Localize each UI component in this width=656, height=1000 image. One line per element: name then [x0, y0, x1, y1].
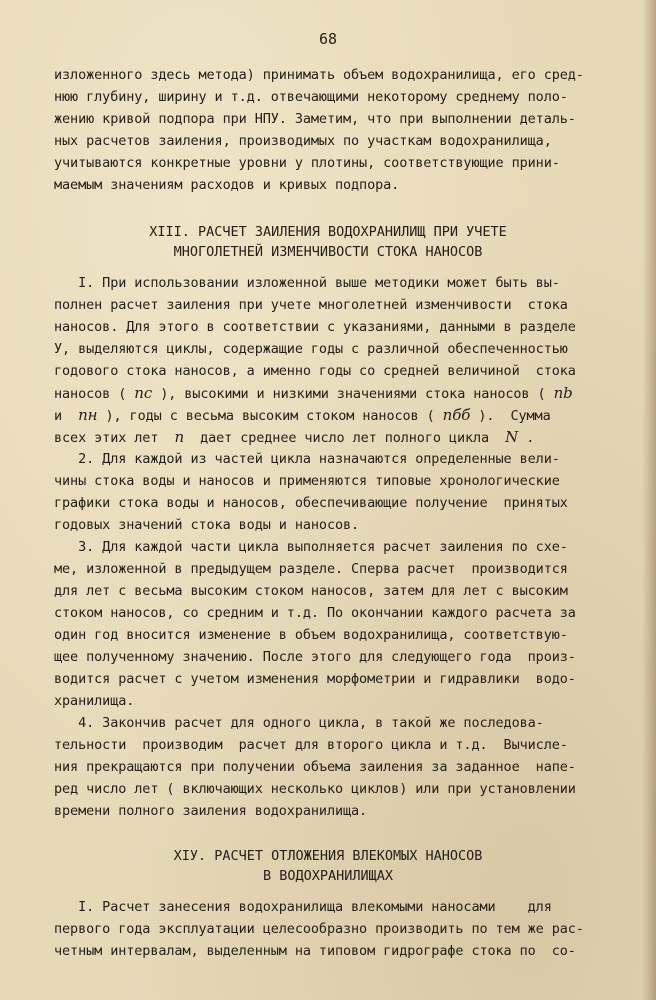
heading-line: XIУ. РАСЧЕТ ОТЛОЖЕНИЯ ВЛЕКОМЫХ НАНОСОВ: [173, 848, 483, 864]
text-line: ред число лет ( включающих несколько циклов) или при установлении: [54, 781, 576, 797]
text-line: У, выделяются циклы, содержащие годы с различной обеспеченностью: [54, 341, 568, 357]
text-line: ме, изложенной в предыдущем разделе. Сперва расчет производится: [54, 561, 568, 577]
text-line: маемым значениям расходов и кривых подпора.: [54, 177, 400, 193]
text-segment: наносов (: [54, 386, 127, 402]
handwritten-symbol-nn: nн: [78, 406, 98, 424]
text-segment: и: [54, 408, 63, 424]
text-line: 3. Для каждой части цикла выполняется расчет заиления по схе-: [54, 539, 568, 555]
text-line: годовых значений стока воды и наносов.: [54, 517, 360, 533]
text-line: нюю глубину, ширину и т.д. отвечающими некоторому среднему поло-: [54, 89, 568, 105]
text-line: времени полного заиления водохранилища.: [54, 803, 368, 819]
text-line: один год вносится изменение в объем водохранилища, соответствую-: [54, 627, 568, 643]
heading-line: МНОГОЛЕТНЕЙ ИЗМЕНЧИВОСТИ СТОКА НАНОСОВ: [173, 244, 483, 260]
text-line: ния прекращаются при получении объема заиления за заданное напе-: [54, 759, 576, 775]
text-line-with-symbols: [54, 382, 642, 404]
heading-line: XIII. РАСЧЕТ ЗАИЛЕНИЯ ВОДОХРАНИЛИЩ ПРИ УЧЕТЕ: [149, 224, 507, 240]
handwritten-symbol-N: N: [505, 428, 519, 446]
text-line: наносов. Для этого в соответствии с указаниями, данными в разделе: [54, 319, 576, 335]
text-line: стоком наносов, со средним и т.д. По окончании каждого расчета за: [54, 605, 576, 621]
text-line-with-symbols: [54, 426, 642, 448]
text-line-with-symbols: [54, 404, 642, 426]
text-line: I. При использовании изложенной выше методики может быть вы-: [54, 275, 560, 291]
text-line: щее полученному значению. После этого для следующего года произ-: [54, 649, 576, 665]
text-line: для лет с весьма высоким стоком наносов, затем для лет с высоким: [54, 583, 568, 599]
text-line: 2. Для каждой из частей цикла назначаются определенные вели-: [54, 451, 560, 467]
text-line: хранилища.: [54, 693, 135, 709]
text-line: жению кривой подпора при НПУ. Заметим, что при выполнении деталь-: [54, 111, 576, 127]
text-segment: ), высокими и низкими значениями стока наносов (: [160, 386, 546, 402]
text-line: полнен расчет заиления при учете многолетней изменчивости стока: [54, 297, 568, 313]
text-line: годового стока наносов, а именно годы со средней величиной стока: [54, 363, 576, 379]
text-line: I. Расчет занесения водохранилища влекомыми наносами для: [54, 899, 552, 915]
paragraph-intro: [54, 64, 642, 196]
text-line: четным интервалам, выделенным на типовом гидрографе стока по со-: [54, 943, 576, 959]
text-segment: дает среднее число лет полного цикла: [200, 430, 490, 446]
text-segment: ), годы с весьма высоким стоком наносов (: [105, 408, 435, 424]
text-line: 4. Закончив расчет для одного цикла, в такой же последова-: [54, 715, 544, 731]
paragraph-section-xiv: [54, 896, 642, 962]
text-line: первого года эксплуатации целесообразно производить по тем же рас-: [54, 921, 584, 937]
text-line: тельности производим расчет для второго цикла и т.д. Вычисле-: [54, 737, 568, 753]
text-line: ных расчетов заиления, производимых по участкам водохранилища,: [54, 133, 552, 149]
text-segment: всех этих лет: [54, 430, 159, 446]
handwritten-symbol-nb: nb: [553, 384, 573, 402]
text-line: учитываются конкретные уровни у плотины, соответствующие прини-: [54, 155, 560, 171]
text-segment: ). Сумма: [478, 408, 551, 424]
page-number: 68: [318, 30, 338, 48]
section-heading-xiii: [0, 222, 656, 262]
heading-line: В ВОДОХРАНИЛИЩАХ: [262, 868, 394, 884]
section-heading-xiv: [0, 846, 656, 886]
text-segment: .: [526, 430, 535, 446]
text-line: графики стока воды и наносов, обеспечивающие получение принятых: [54, 495, 568, 511]
paragraph-section-xiii: [54, 272, 642, 822]
handwritten-symbol-n: n: [174, 428, 184, 446]
text-line: водится расчет с учетом изменения морфометрии и гидравлики водо-: [54, 671, 576, 687]
text-line: изложенного здесь метода) принимать объем водохранилища, его сред-: [54, 67, 584, 83]
handwritten-symbol-nbb: nбб: [442, 406, 471, 424]
text-line: чины стока воды и наносов и применяются типовые хронологические: [54, 473, 560, 489]
handwritten-symbol-nc: nc: [134, 384, 153, 402]
